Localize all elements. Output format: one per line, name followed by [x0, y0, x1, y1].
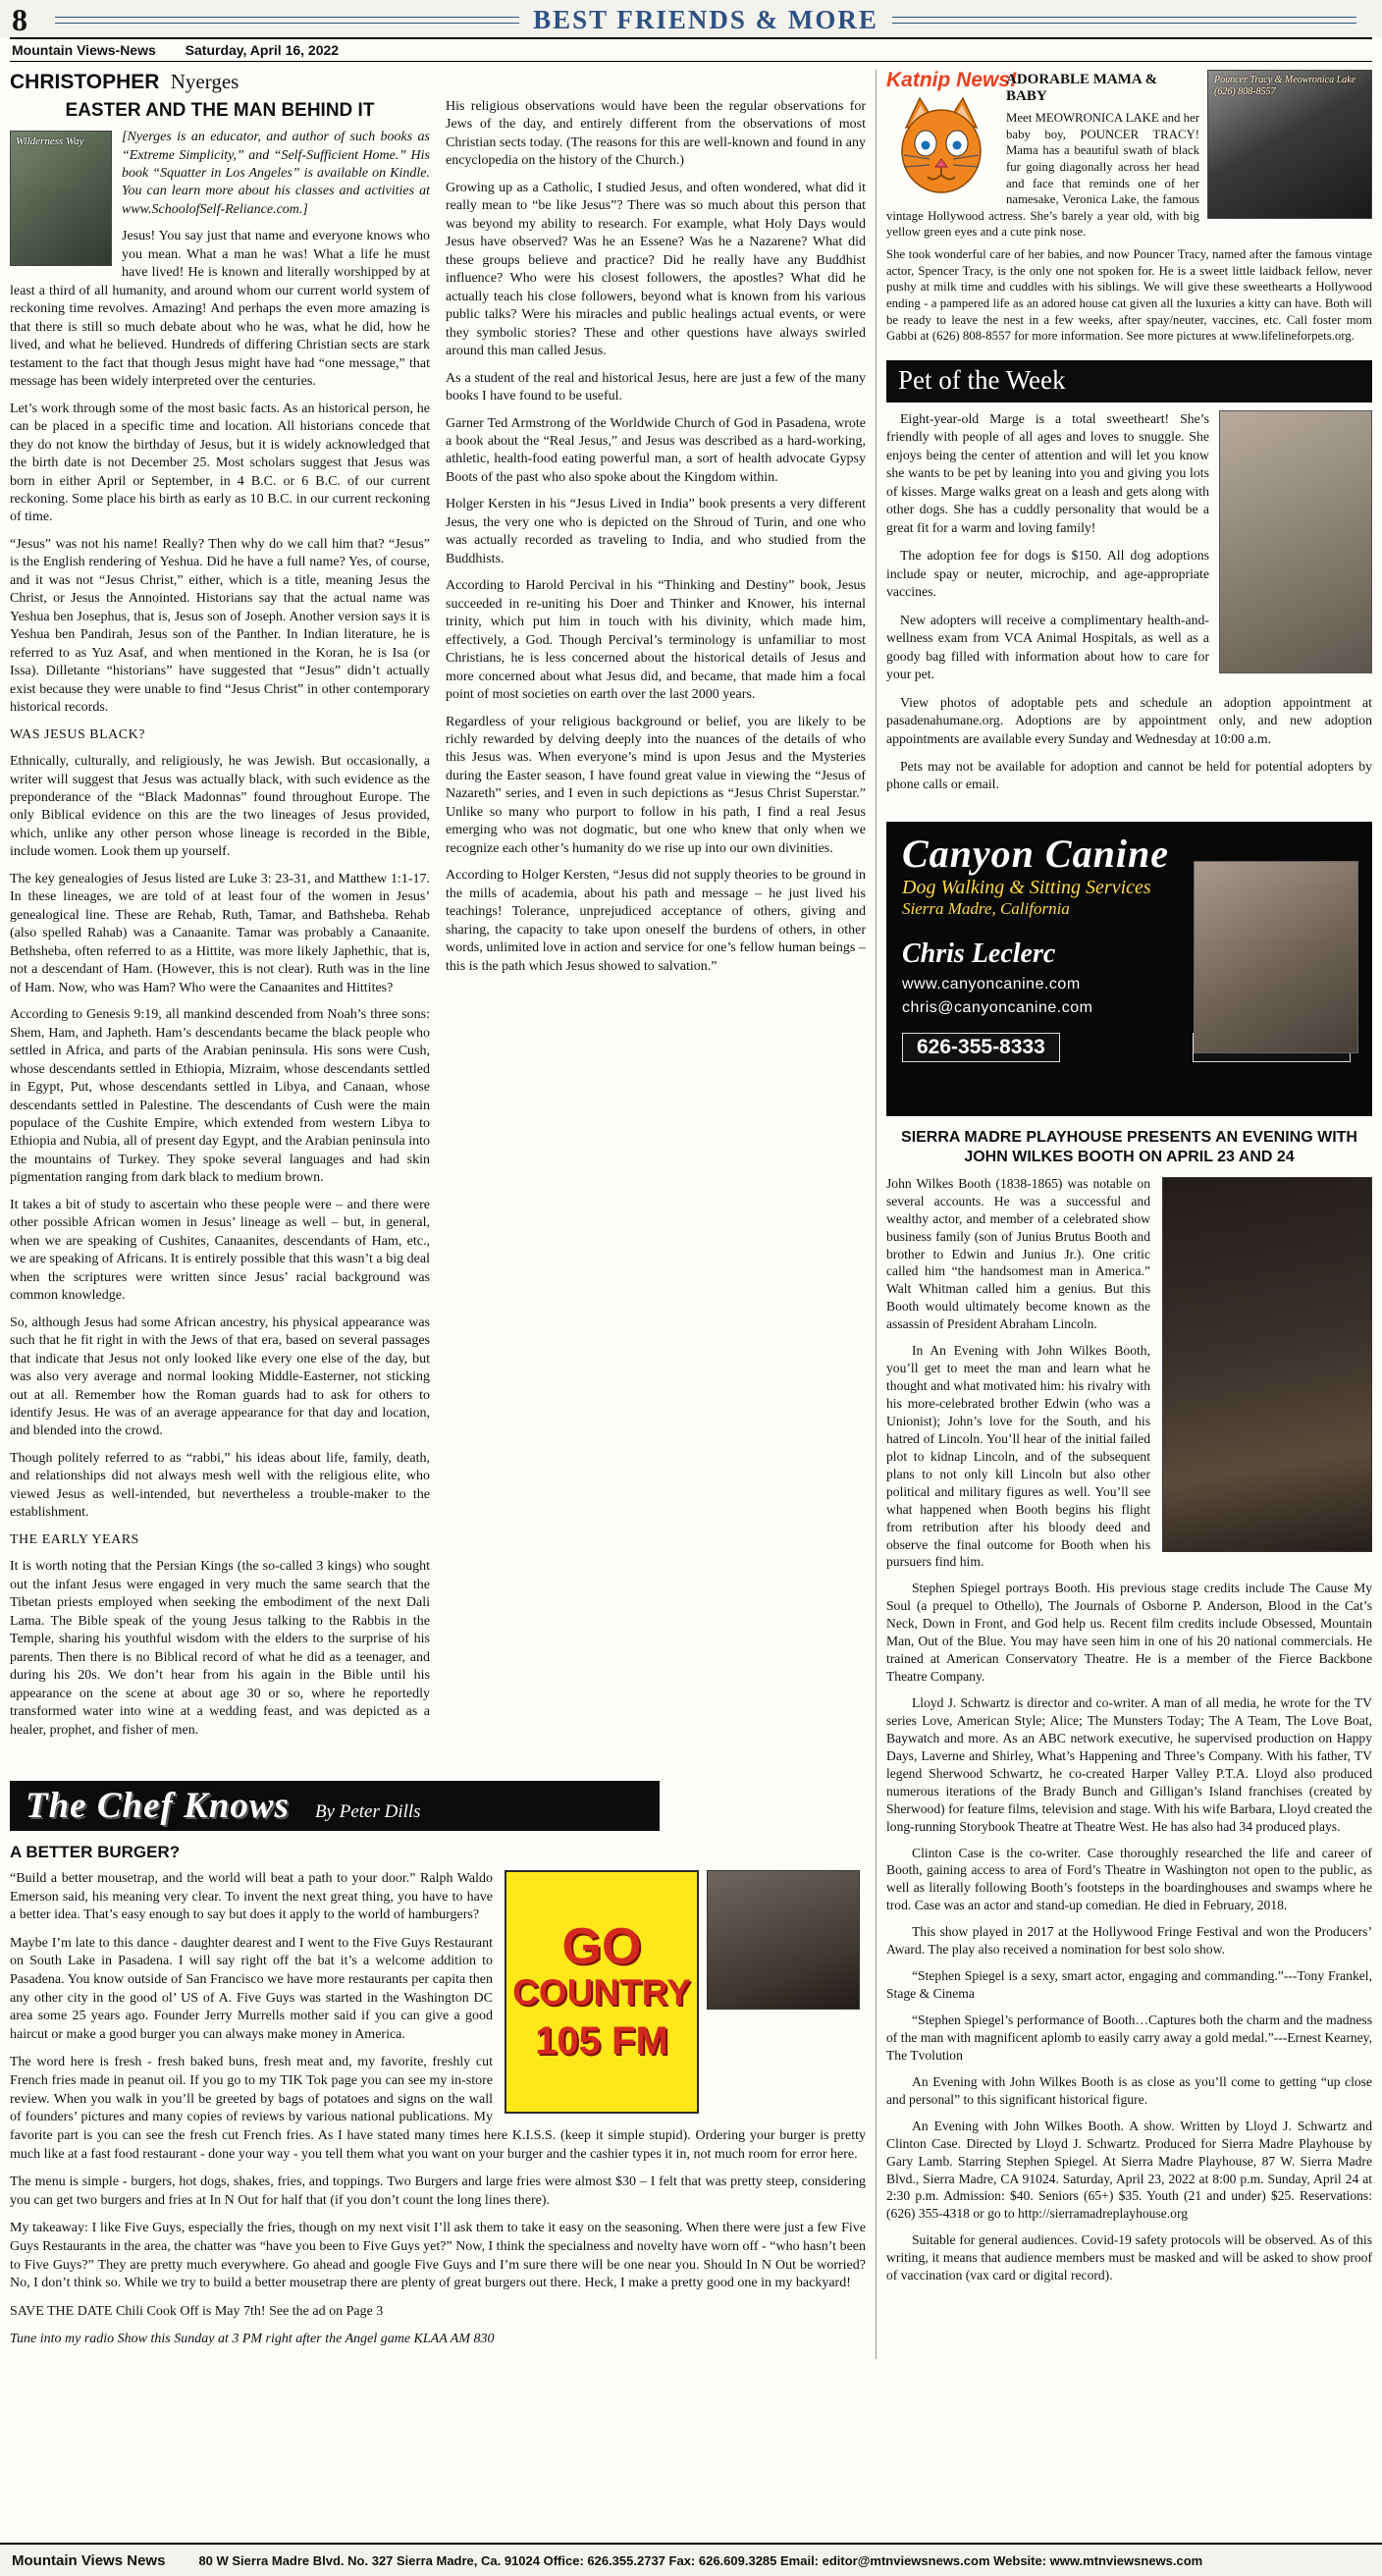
easter-article-body [10, 98, 866, 1767]
chef-paragraph: The word here is fresh - fresh baked buns, fresh meat and, my favorite, freshly cut French fries made in peanut oil. If you go to my TIK Tok page you can see my in-store review. When you walk in you’ll be greeted by bags of potatoes and signs on the wall of founders’ pictures and many copies of reviews by various national publications. My favorite part is you can see the fresh cut French fries. As I have stated many times here K.I.S.S. (keep it simple stupid). Ordering your burger is pretty much like at a fast food restaurant - done your way - you tell them what you want on your burger and the cashier types it in, not much room for error here. [10, 2055, 866, 2162]
easter-intro: [Nyerges is an educator, and author of such books as “Extreme Simplicity,” and “Self-Sufficient Home.” His book “Squatter in Los Angeles” is available on Kindle. You can learn more about his classes and activities at www.SchoolofSelf-Reliance.com.] [122, 130, 430, 217]
chef-knows-title: The Chef Knows [26, 1786, 290, 1826]
canyon-canine-name: Canyon Canine [902, 831, 1169, 876]
canyon-canine-website: www.canyoncanine.com [902, 975, 1081, 993]
katnip-paragraph: Meet MEOWRONICA LAKE and her baby boy, POUNCER TRACY! Mama has a beautiful swath of black fur going diagonally across her head and face that reminds one of her namesake, Veronica Lake, the famous vintage Hollywood actress. She’s barely a year old, with big yellow green eyes and a cute pink nose. [886, 111, 1199, 240]
easter-subhead-early-years: THE EARLY YEARS [10, 1531, 139, 1547]
katnip-logo-block [886, 70, 1018, 201]
chef-paragraph: My takeaway: I like Five Guys, especially the fries, though on my next visit I’ll ask them to take it easy on the seasoning. When there were just a few Five Guys Restaurants in the area, the chatter was “have you been to Five Guys yet?” Now, I think the specialness and novelty have worn off - “who hasn’t been to Five Guys?” They are pretty much everywhere. Go ahead and google Five Guys and I’m sure there will be one near you. Should In N Out be worried? No, I don’t think so. While we try to build a better mousetrap there are plenty of great burgers out there. Heck, I make a pretty good one in my backyard! [10, 2221, 866, 2291]
easter-paragraph: Though politely referred to as “rabbi,” his ideas about life, family, death, and relationships did not always mesh well with the religious elite, who viewed Jesus as well-intended, but nevertheless a trouble-maker to the establishment. [10, 1450, 430, 1521]
marge-dog-photo [1219, 410, 1372, 673]
easter-paragraph: It takes a bit of study to ascertain who these people were – and there were other possible African women in Jesus’ lineage as well – but, in general, when we are speaking of Cushites, Canaanites, descendants of Ham, etc., we are speaking of Africans. It is entirely possible that this wasn’t a big deal when the scriptures were written since Jesus’ racial background was common knowledge. [10, 1197, 430, 1304]
peter-dills-photo [707, 1870, 860, 2010]
chef-knows-banner [10, 1781, 660, 1831]
pet-of-the-week-body [886, 410, 1372, 804]
booth-headline: SIERRA MADRE PLAYHOUSE PRESENTS AN EVENING WITH JOHN WILKES BOOTH ON APRIL 23 AND 24 [901, 1128, 1357, 1165]
easter-paragraph: Garner Ted Armstrong of the Worldwide Church of God in Pasadena, wrote a book about the “Real Jesus,” and Jesus was described as a hard-working, athletic, health-food eating powerful man, a sort of health advocate Gypsy Boots of the past who also spoke about the Kingdom within. [446, 415, 866, 485]
easter-paragraph: His religious observations would have been the regular observations for Jews of the day, and entirely different from the observations of most Christian sects today. (The reasons for this are well-known and found in any encyclopedia on the history of the Church.) [446, 99, 866, 169]
go-country-ad-line3: 105 FM [535, 2019, 668, 2064]
booth-paragraph: “Stephen Spiegel’s performance of Booth…Captures both the charm and the madness of the man with magnificent aplomb to easily carry away a gold medal.”---Ernest Kearney, The Tvolution [886, 2012, 1372, 2063]
booth-article-body [886, 1175, 1372, 2284]
booth-paragraph: Clinton Case is the co-writer. Case thoroughly researched the life and career of Booth, gaining access to area of Ford’s Theatre in Washington not open to the public, as well as literally following Booth’s footsteps in the boardinghouses and swamps where he trod. Case was an actor and stand-up comedian. He died in February, 2018. [886, 1845, 1372, 1913]
section-banner [41, 5, 1370, 35]
katnip-news [886, 70, 1372, 350]
booth-paragraph: “Stephen Spiegel is a sexy, smart actor, engaging and commanding.”---Tony Frankel, Stage & Cinema [886, 1968, 1372, 2002]
nyerges-photo-caption: Wilderness Way [16, 135, 84, 148]
easter-headline: EASTER AND THE MAN BEHIND IT [65, 100, 375, 121]
cat-clipart-icon [894, 94, 988, 196]
canyon-canine-services: Dog Walking & Sitting Services [902, 876, 1151, 898]
page-header [0, 0, 1382, 37]
easter-paragraph: So, although Jesus had some African ancestry, his physical appearance was such that he fit right in with the Jews of that era, based on several passages that indicate that Jesus not only looked like every one else of the day, but was also very average and normal looking Middle-Easterner, not sticking out at all. Remember how the Roman guards had to ask for others to identify Jesus. He was of an average appearance for that day and location, and blended into the crowd. [10, 1315, 430, 1439]
easter-subhead-was-jesus-black: WAS JESUS BLACK? [10, 726, 145, 742]
booth-paragraph: Stephen Spiegel portrays Booth. His previous stage credits include The Cause My Soul (a prequel to Othello), The Journals of Osborne P. Anderson, Blood in the Cat’s Neck, Down in Front, and God help us. Recent film credits include Obsessed, Mountain Man, Out of the Blue. You may have seen him in one of his 20 national commercials. He trained at American Conservatory Theatre. He is a member of the Fierce Backbone Theatre Company. [886, 1581, 1372, 1685]
easter-paragraph: Ethnically, culturally, and religiously, he was Jewish. But occasionally, a writer will suggest that Jesus was actually black, with such evidence as the preponderance of the “Black Madonnas” found throughout Europe. The only Biblical evidence on this are the two lineages of Jesus provided, which, unlike any other person whose lineage is recorded in the Bible, include women. Look them up yourself. [10, 754, 430, 860]
easter-paragraph: According to Harold Percival in his “Thinking and Destiny” book, Jesus succeeded in re-uniting his Doer and Thinker and Knower, his internal trinity, which put him in touch with his divinity, which made him, effectively, a God. Though Percival’s terminology is unfamiliar to most Christians, he is less concerned about the historical details of Jesus and more concerned about what Jesus did, and became, that made him a focal point of most societies on earth over the last 2000 years. [446, 578, 866, 703]
chef-media-block [505, 1870, 866, 2114]
cats-photo [1207, 70, 1372, 219]
canyon-canine-phone-1: 626-355-8333 [902, 1033, 1060, 1062]
page-number: 8 [12, 2, 27, 37]
masthead-dateline [10, 37, 1372, 62]
pet-week-paragraph: View photos of adoptable pets and schedule an adoption appointment at pasadenahumane.org. Adoptions are by appointment only, and new adoption appointments are available every Sunday and Wednesday at 10:00 a.m. [886, 694, 1372, 746]
chef-knows-byline: By Peter Dills [314, 1801, 421, 1822]
author-first-name: CHRISTOPHER [10, 71, 160, 93]
page-footer [0, 2543, 1382, 2576]
easter-paragraph: The key genealogies of Jesus listed are Luke 3: 23-31, and Matthew 1:1-17. In these lineages, we are told of at least four of the women in Jesus’ genealogical line. These are Rehab, Ruth, Tamar, and Bathsheba. Rehab (also spelled Rahab) was a Canaanite. Tamar was probably a Canaanite. Bethsheba, often referred to as a Hittite, was more likely Japhethic, that is, not a descendant of Ham. (However, this is not clear). Ruth was in the line of Ham. Now, who was Ham? Who were the Canaanites and Hittites? [10, 871, 430, 995]
banner-rule-left [55, 17, 519, 24]
booth-article [886, 1128, 1372, 2284]
chef-paragraph: “Build a better mousetrap, and the world will beat a path to your door.” Ralph Waldo Emerson said, his meaning very clear. To invent the next great thing, you have to have a better idea. That’s easy enough to say but does it apply to the world of hamburgers? [10, 1871, 493, 1923]
easter-paragraph: As a student of the real and historical Jesus, here are just a few of the many books I have found to be useful. [446, 370, 866, 404]
booth-paragraph: An Evening with John Wilkes Booth. A show. Written by Lloyd J. Schwartz and Clinton Case. Directed by Lloyd J. Schwartz. Produced for Sierra Madre Playhouse by Gary Lamb. Starring Stephen Spiegel. At Sierra Madre Playhouse, 87 W. Sierra Madre Blvd., Sierra Madre, CA 91024. Saturday, April 23, 2022 at 8:00 p.m. Sunday, April 24 at 2:30 p.m. Admission: $40. Seniors (65+) $35. Youth (21 and under) $25. Reservations: (626) 355-4318 or go to http://sierramadreplayhouse.org [886, 2118, 1372, 2222]
chef-paragraph: The menu is simple - burgers, hot dogs, shakes, fries, and toppings. Two Burgers and large fries were almost $30 – I felt that was pretty steep, considering you can get two burgers and fries at In N Out for half that (if you don’t count the long lines there). [10, 2174, 866, 2208]
canyon-dog-photo [1194, 861, 1358, 1053]
easter-paragraph: “Jesus” was not his name! Really? Then why do we call him that? “Jesus” is the English rendering of Yeshua. Did he have a full name? Yes, of course, and it was not “Jesus Christ,” either, which is a title, meaning Jesus the Christ, or Jesus the Annointed. Historians say that the actual name was Yeshua ben Josephus, that is, Jesus son of Joseph. Another version says it is Yeshua ben Pandirah, Jesus son of the Panther. In Indian literature, he is referred to as Yuz Asaf, and when mentioned in the Koran, he is Isa (or Issa). Dilletante “historians” have suggested that “Jesus” didn’t actually exist because they were unable to find “Jesus Christ” in other contemporary historical records. [10, 536, 430, 716]
booth-paragraph: Suitable for general audiences. Covid-19 safety protocols will be observed. As of this writing, it means that audience members must be masked and will be asked to show proof of vaccination (vax card or digital record). [886, 2232, 1372, 2283]
booth-paragraph: This show played in 2017 at the Hollywood Fringe Festival and won the Producers’ Award. The play also received a nomination for best solo show. [886, 1924, 1372, 1958]
katnip-news-logo: Katnip News! [886, 70, 1018, 91]
canyon-canine-ad [886, 822, 1372, 1116]
chef-save-the-date: SAVE THE DATE Chili Cook Off is May 7th! See the ad on Page 3 [10, 2303, 384, 2319]
pet-week-paragraph: The adoption fee for dogs is $150. All dog adoptions include spay or neuter, microchip, and age-appropriate vaccines. [886, 548, 1209, 600]
footer-paper-name: Mountain Views News [12, 2551, 166, 2569]
pet-week-paragraph: Eight-year-old Marge is a total sweetheart! She’s friendly with people of all ages and loves to snuggle. She enjoys being the center of attention and will let you know she wants to be pet by leaning into you and giving you lots of kisses. Marge walks great on a leash and gets along with other dogs. She has a cuddly personality that would be a great fit for a warm and loving family! [886, 410, 1209, 535]
masthead-name: Mountain Views-News [12, 42, 156, 58]
easter-paragraph: Holger Kersten in his “Jesus Lived in India” book presents a very different Jesus, the very one who is depicted on the Shroud of Turin, and one who was actually recorded as traveling to India, and who studied from the Buddhists. [446, 497, 866, 566]
author-last-name: Nyerges [170, 70, 239, 93]
easter-paragraph: According to Holger Kersten, “Jesus did not supply theories to be ground in the mills of academia, about his path and message – he just lived his teachings! Tolerance, unprejudiced acceptance of others, giving and sharing, the capacity to take upon oneself the burdens of others, in other words, unlimited love in action and service for one’s fellow human beings – this is the path which Jesus showed to salvation.” [446, 868, 866, 974]
booth-actor-photo [1162, 1177, 1372, 1552]
pet-of-the-week [886, 360, 1372, 814]
easter-article [10, 70, 866, 1767]
chef-article-body [10, 1870, 866, 2349]
go-country-ad-line2: COUNTRY [512, 1972, 691, 2013]
banner-rule-right [892, 17, 1356, 24]
canyon-canine-contact-name: Chris Leclerc [902, 938, 1056, 969]
pet-week-paragraph: Pets may not be available for adoption and cannot be held for potential adopters by phone calls or email. [886, 758, 1372, 792]
section-title: BEST FRIENDS & MORE [533, 4, 878, 34]
footer-contact-info: 80 W Sierra Madre Blvd. No. 327 Sierra Madre, Ca. 91024 Office: 626.355.2737 Fax: 626.609.3285 Email: editor@mtnviewsnews.com Website: www.mtnviewsnews.com [198, 2552, 1203, 2568]
booth-paragraph: In An Evening with John Wilkes Booth, you’ll get to meet the man and learn what he thought and what motivated him: his rivalry with his more-celebrated brother Edwin (who was a Unionist); John’s love for the South, and his hatred of Lincoln. You’ll hear of the initial failed plot to kidnap Lincoln, and of the subsequent plans to not only kill Lincoln but also other political and military figures as well. You’ll see what happened when Booth begins his flight from retribution after his bloody deed and observe the final outcome for Booth when his pursuers find him. [886, 1343, 1150, 1570]
pet-of-the-week-banner: Pet of the Week [886, 360, 1372, 402]
nyerges-photo [10, 131, 112, 266]
chef-radio-note: Tune into my radio Show this Sunday at 3 PM right after the Angel game KLAA AM 830 [10, 2332, 495, 2347]
easter-paragraph: Regardless of your religious background or belief, you are likely to be richly rewarded by delving deeply into the nuances of the details of who this Jesus was. When everyone’s mind is upon Jesus and the Mysteries during the Easter season, I have found great value in viewing the “Jesus of Nazareth” series, and I even in such depictions as “Jesus Christ Superstar.” Unlike so many who purport to follow in his path, I find a real Jesus emerging who was not dogmatic, but one who knew that only when we recognize each other’s humanity do we rise up into our own divinities. [446, 714, 866, 856]
canyon-canine-email: chris@canyoncanine.com [902, 998, 1093, 1016]
chef-paragraph: Maybe I’m late to this dance - daughter dearest and I went to the Five Guys Restaurant on South Lake in Pasadena. I will say right off the bat it’s a welcome addition to Pasadena. You know outside of San Francisco we have more restaurants per capita then any other city in the good ol’ US of A. Five Guys was started in the Washington DC area some 25 years ago. Founder Jerry Murrells mother said if you can give a good haircut or make a good burger you can always make money in America. [10, 1935, 493, 2042]
go-country-105-ad [505, 1870, 699, 2114]
easter-paragraph: According to Genesis 9:19, all mankind descended from Noah’s three sons: Shem, Ham, and Japheth. Ham’s descendants became the black people who settled in Africa, and parts of the Arabian peninsula. His sons were Cush, whose descendants settled in Ethiopia, Mizraim, whose descendants settled in Egypt, Put, whose descendants settled in Libya, and Canaan, whose descendants settled in Palestine. The descendants of Cush were the main populace of the Cushite Empire, which extended from western Libya to Ethiopia and Nubia, all of present day Egypt, and the Arabian peninsula into the mountains of Turkey. They spoke several languages and had skin pigmentation ranging from dark black to medium brown. [10, 1007, 430, 1186]
masthead-date: Saturday, April 16, 2022 [185, 42, 340, 58]
booth-paragraph: John Wilkes Booth (1838-1865) was notable on several accounts. He was a successful and wealthy actor, and member of a celebrated show business family (son of Junius Brutus Booth and brother to Edwin and Junius Jr.). One critic called him “the handsomest man in America.” Walt Whitman called him a genius. But this Booth would ultimately become known as the assassin of President Abraham Lincoln. [886, 1175, 1150, 1332]
easter-byline [10, 70, 866, 94]
canyon-canine-location: Sierra Madre, California [902, 898, 1070, 918]
cats-photo-caption: Pouncer Tracy & Meowronica Lake (626) 808-8557 [1214, 75, 1356, 97]
easter-paragraph: Let’s work through some of the most basic facts. As an historical person, he can be placed in a specific time and location. All historians concede that they do not know the birthday of Jesus, but it is widely acknowledged that the birth date is not December 25. Most scholars suggest that Jesus was born in either April or September, in 4 B.C. or 6 B.C. of our current reckoning. Some place his birth as early as 10 B.C. in our current reckoning of time. [10, 401, 430, 525]
easter-paragraph: It is worth noting that the Persian Kings (the so-called 3 kings) who sought out the infant Jesus were engaged in very much the same search that the Tibetan priests employed when seeking the embodiment of the next Dali Lama. The Bible speak of the young Jesus talking to the Rabbis in the Temple, sharing his youthful wisdom with the elders to the surprise of his parents. Then there is no Biblical record of what he did as a teenager, and during his 20s. We don’t hear from his again in the Bible until his appearance on the scene at about age 30 or so, where he reportedly transformed water into wine at a wedding feast, and was depicted as a healer, prophet, and fisher of men. [10, 1559, 430, 1738]
easter-paragraph: Growing up as a Catholic, I studied Jesus, and often wondered, what did it really mean to “be like Jesus”? There was so much about this person that was beyond my ability to research. For example, what Holy Days would Jesus have observed? Was he an Essene? Was he a Nazarene? What did these groups believe and practice? Did he really have any Buddhist influence? Who were his closest followers, the apostles? What did he actually teach his close followers, beyond what is known from his various public talks? Were his miracles and public healings actual events, or were they symbolic stories? These and other questions have always swirled around this man called Jesus. [446, 180, 866, 359]
chef-knows-article [10, 1781, 866, 2349]
booth-paragraph: Lloyd J. Schwartz is director and co-writer. A man of all media, he wrote for the TV series Love, American Style; Alice; The Munsters Today; The A Team, The Love Boat, Baywatch and more. As an ABC network executive, he supervised production on Happy Days, Laverne and Shirley, What’s Happening and Three’s Company. With his father, TV legend Sherwood Schwartz, he co-created Harper Valley P.T.A. Lloyd also produced numerous iterations of the Brady Bunch and Gilligan’s Island franchises (created by Sherwood) for feature films, television and stage. With his wife Barbara, Lloyd created the long-running Storybook Theatre at Theatre West. He has also had 34 produced plays. [886, 1695, 1372, 1834]
easter-paragraph: Jesus! You say just that name and everyone knows who you mean. What a man he was! What a life he must have lived! He is known and literally worshipped by at least a third of all humanity, and around whom our current world system of reckoning time revolves. Amazing! And perhaps the even more amazing is that there is still so much debate about who he was, what he did, how he lived, and what he believed. Hundreds of differing Christian sects are stark testament to the fact that though Jesus might have had “one message,” that message has been widely interpreted over the centuries. [10, 229, 430, 390]
chef-headline: A BETTER BURGER? [10, 1843, 181, 1861]
booth-paragraph: An Evening with John Wilkes Booth is as close as you’ll come to getting “up close and personal” to this significant historical figure. [886, 2073, 1372, 2107]
pet-week-paragraph: New adopters will receive a complimentary health-and-wellness exam from VCA Animal Hospitals, as well as a goody bag filled with information about how to care for your pet. [886, 612, 1209, 682]
go-country-ad-line1: GO [561, 1917, 642, 1975]
katnip-paragraph: She took wonderful care of her babies, and now Pouncer Tracy, named after the famous vintage actor, Spencer Tracy, is the only one not spoken for. He is a sweet little laidback fellow, never pushy at milk time and cuddles with his siblings. We will give these sweethearts a Hollywood ending - a pampered life as an adored house cat given all the luxuries a kitty can have. Both will be ready to leave the nest in a few weeks, after spay/neuter, vaccines, etc. Call foster mom Gabbi at (626) 808-8557 for more information. See more pictures at www.lifelineforpets.org. [886, 247, 1372, 344]
katnip-headline: ADORABLE MAMA & BABY [1006, 72, 1158, 104]
